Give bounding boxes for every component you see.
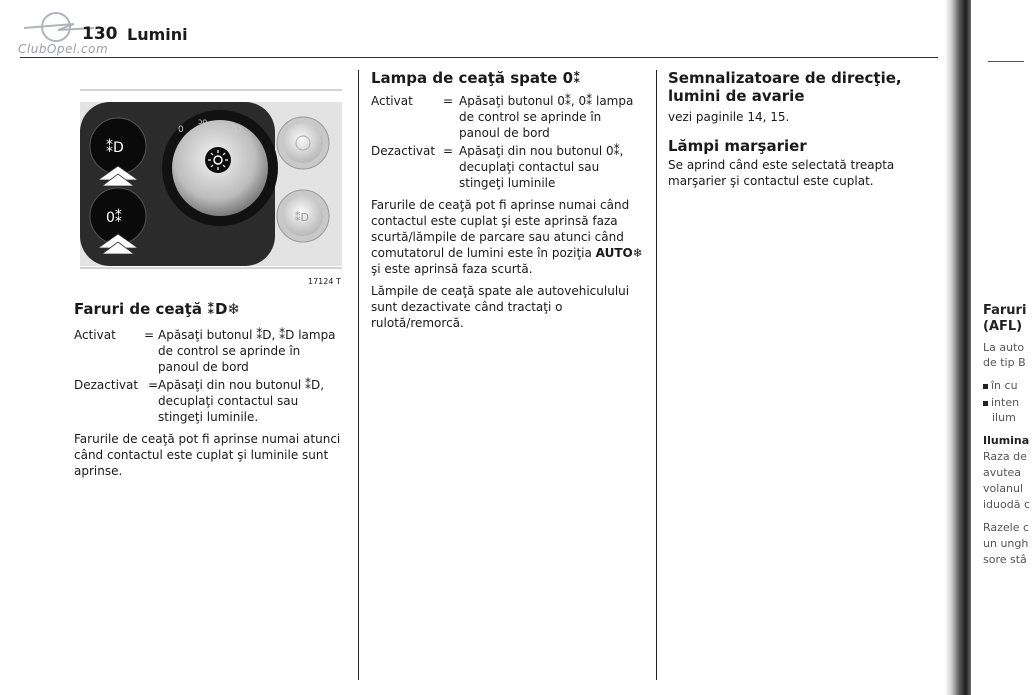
column-divider-2	[656, 70, 657, 680]
definition-row	[74, 377, 344, 425]
figure-number: 17124 T	[308, 277, 341, 286]
definition-equals: =	[443, 144, 454, 158]
next-page-line: volanul	[983, 482, 1024, 495]
next-page-heading: Faruri	[983, 303, 1027, 318]
definition-row	[371, 143, 643, 191]
rear-fog-lamp-title: Lampa de ceaţă spate 0⁑	[371, 69, 581, 87]
svg-text:⁑D: ⁑D	[230, 125, 242, 135]
next-page-line: un ungh	[983, 537, 1029, 550]
svg-text:ɔo: ɔo	[198, 117, 208, 126]
bullet-icon	[983, 384, 988, 389]
next-page-heading: (AFL)	[983, 319, 1023, 334]
definition-term: Dezactivat	[74, 378, 139, 392]
column-2	[371, 69, 643, 331]
next-page-line: sore stâ	[983, 553, 1027, 566]
reversing-lamps-text: Se aprind când este selectată treapta marşarier şi contactul este cuplat.	[668, 158, 895, 188]
definition-description: Apăsaţi din nou butonul ⁑D, decuplaţi contactul sau stingeţi luminile.	[158, 378, 325, 424]
rear-fog-paragraph-2: Lămpile de ceaţă spate ale autovehiculului sunt dezactivate când tractaţi o rulotă/remorcă.	[371, 284, 630, 330]
fog-lights-paragraph: Farurile de ceaţă pot fi aprinse numai atunci când contactul este cuplat şi luminile sunt aprinse.	[74, 432, 341, 478]
definition-description: Apăsaţi butonul 0⁑, 0⁑ lampa de control se aprinde în panoul de bord	[459, 94, 634, 140]
auto-light-icon: ❄	[632, 246, 643, 260]
definition-equals: =	[148, 378, 159, 392]
next-page-line: ilum	[992, 411, 1016, 424]
column-divider-1	[358, 70, 359, 680]
page-number: 130	[82, 24, 118, 44]
rear-fog-paragraph-1	[371, 197, 643, 277]
next-page-bullet-text: în cu	[991, 379, 1018, 392]
next-page-line: Razele c	[983, 521, 1030, 534]
bullet-icon	[983, 401, 988, 406]
page-gutter-shadow	[945, 0, 971, 695]
next-page-line: de tip B	[983, 356, 1026, 369]
svg-text:⁑D: ⁑D	[295, 211, 309, 224]
next-page-bullet-text: inten	[991, 396, 1020, 409]
column-1	[74, 300, 344, 479]
svg-text:0: 0	[178, 125, 184, 135]
next-page-bullet	[983, 379, 1024, 393]
paragraph-text: şi este aprinsă faza scurtă.	[371, 262, 533, 276]
definition-description: Apăsaţi butonul ⁑D, ⁑D lampa de control se aprinde în panoul de bord	[158, 328, 336, 374]
svg-text:0⁑: 0⁑	[106, 210, 122, 226]
auto-label: AUTO	[595, 246, 633, 260]
definition-term: Activat	[74, 328, 116, 342]
turn-signals-text: vezi paginile 14, 15.	[668, 110, 790, 124]
next-page-line: iduodă c	[983, 498, 1031, 511]
light-switch-figure	[80, 88, 342, 270]
definition-term: Dezactivat	[371, 144, 436, 158]
next-page-bullet	[983, 396, 1024, 410]
next-page-line: avutea	[983, 466, 1022, 479]
next-page-rule	[988, 61, 1024, 62]
next-page-subheading: Ilumina	[983, 434, 1030, 447]
next-page-line: La auto	[983, 341, 1025, 354]
section-title: Lumini	[127, 25, 188, 44]
fog-lights-title: Faruri de ceaţă ⁑D❄	[74, 300, 241, 318]
definition-term: Activat	[371, 94, 413, 108]
column-3	[668, 69, 930, 189]
svg-text:⁑D: ⁑D	[106, 140, 124, 156]
header-rule	[20, 57, 938, 58]
paragraph-text: Farurile de ceaţă pot fi aprinse numai când contactul este cuplat şi este aprinsă faza scurtă/lămpile de parcare sau atunci când comutatorul de lumini este în poziţia	[371, 198, 630, 260]
definition-equals: =	[144, 328, 155, 342]
definition-equals: =	[443, 94, 454, 108]
next-page-line: Raza de	[983, 450, 1027, 463]
turn-signals-title: Semnalizatoare de direcţie, lumini de avarie	[668, 69, 902, 105]
definition-row	[371, 93, 643, 141]
watermark-text: ClubOpel.com	[18, 42, 109, 56]
definition-description: Apăsaţi din nou butonul 0⁑, decuplaţi contactul sau stingeţi luminile	[459, 144, 624, 190]
definition-row	[74, 327, 344, 375]
reversing-lamps-title: Lămpi marşarier	[668, 137, 807, 155]
